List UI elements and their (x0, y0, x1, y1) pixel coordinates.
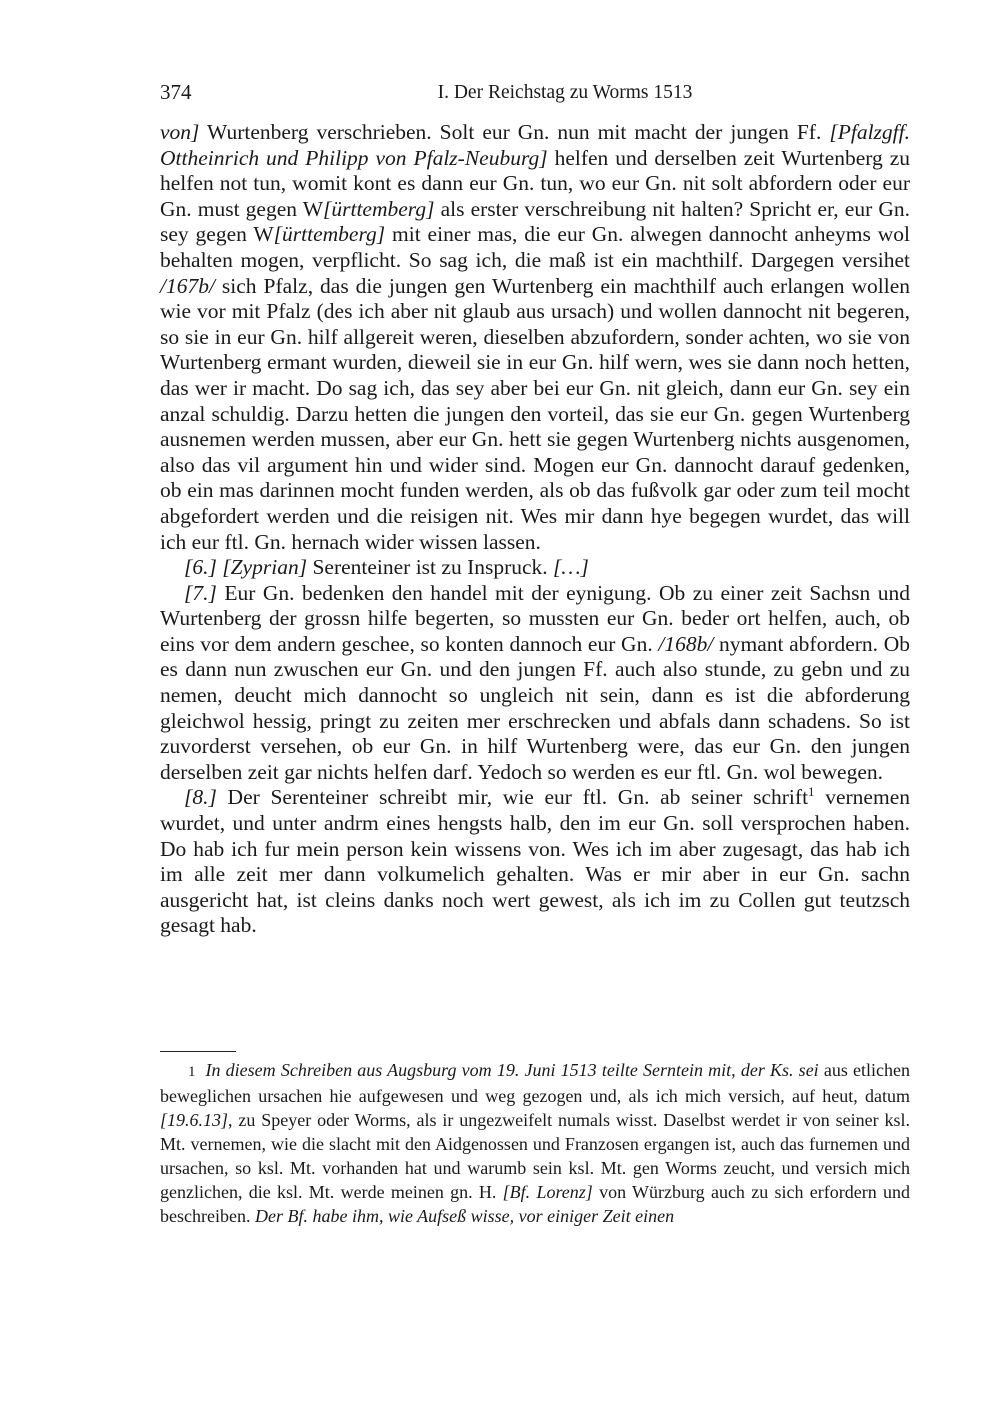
text-fragment: als erster verschreibung nit halten? Spricht er, eur Gn. sey gegen W (160, 196, 910, 247)
text-fragment: nymant abfordern. Ob es dann nun zwuschen eur Gn. und den jungen Ff. auch also stunde, zu gebn und zu nemen, deucht mich dannocht so ungleich nit sein, dann es ist die abforderung gleichwol hessig, pringt zu zeiten mer erschrecken und abfals dann schadens. So ist zuvorderst versehen, ob eur Gn. in hilf Wurtenberg were, das eur Gn. den jungen derselben zeit gar nichts helfen darf. Yedoch so werden es eur ftl. Gn. wol bewegen. (160, 631, 910, 784)
running-title: I. Der Reichstag zu Worms 1513 (437, 82, 693, 103)
footnote-reference[interactable]: 1 (808, 784, 815, 800)
main-text (160, 120, 910, 939)
text-fragment: Wurtenberg verschrieben. Solt eur Gn. nun mit macht der jungen Ff. (199, 120, 830, 144)
footnote-divider (160, 1051, 236, 1052)
page-header (160, 80, 910, 110)
text-fragment: aus etlichen beweglichen ursachen hie aufgewesen und weg gezogen und, als ich mich versich, auf heut, datum (160, 1060, 910, 1106)
italic-fragment: [Pfalzgff. Ottheinrich und Philipp von Pfalz-Neuburg] (160, 120, 910, 170)
footnote-text (160, 1058, 910, 1228)
text-fragment: , zu Speyer oder Worms, als ir ungezweifelt numals wisst. Daselbst werdet ir von seiner ksl. Mt. vernemen, wie die slacht mit den Aidgenossen und Franzosen ergangen ist, auch das furnemen und ursachen, so ksl. Mt. vorhanden hat und warumb sein ksl. Mt. gen Worms zeucht, und versich mich genzlichen, die ksl. Mt. werde meinen gn. H. (160, 1110, 910, 1202)
text-fragment: von Würzburg auch zu sich erfordern und beschreiben. (160, 1182, 910, 1226)
page-number: 374 (160, 80, 192, 104)
folio-marker: /167b/ (160, 273, 215, 298)
text-fragment: Serenteiner ist zu Inspruck. (307, 555, 554, 580)
section-number: [7.] (184, 580, 217, 605)
paragraph-8 (160, 785, 910, 939)
paragraph-5-continued (160, 120, 910, 555)
text-fragment: Der Serenteiner schreibt mir, wie eur ftl. Gn. ab seiner schrift (216, 785, 809, 810)
section-number: [6.] [Zyprian] (184, 555, 308, 580)
text-fragment: helfen und derselben zeit Wurtenberg zu helfen not tun, womit kont es dann eur Gn. tun, wo eur Gn. nit solt abfordern oder eur Gn. must gegen W (160, 145, 910, 221)
folio-marker: /168b/ (658, 631, 714, 656)
section-number: [8.] (184, 785, 217, 810)
footnote-marker: 1 (188, 1064, 196, 1080)
italic-fragment: [ürttemberg] (273, 222, 386, 247)
text-fragment: Eur Gn. bedenken den handel mit der eynigung. Ob zu einer zeit Sachsn und Wurtenberg der grossn hilfe begerten, so mussten eur Gn. beder ort helfen, auch, ob eins vor dem andern geschee, so konten dannoch eur Gn. (160, 580, 910, 656)
italic-fragment: [Bf. Lorenz] (502, 1182, 593, 1202)
omission-marker: […] (553, 555, 589, 580)
paragraph-7 (160, 581, 910, 786)
text-fragment: mit einer mas, die eur Gn. alwegen dannocht anheyms wol behalten mogen, verpflicht. So sag ich, die maß ist ein machthilf. Dargegen versihet (160, 222, 910, 272)
italic-fragment: [19.6.13] (160, 1110, 229, 1130)
italic-fragment: [ürttemberg] (323, 196, 435, 221)
italic-fragment: In diesem Schreiben aus Augsburg vom 19. Juni 1513 teilte Serntein mit, der Ks. sei (205, 1060, 819, 1080)
text-fragment: vernemen wurdet, und unter andrm eines hengsts halb, den im eur Gn. soll versprochen haben. Do hab ich fur mein person kein wissens von. Wes ich im aber zugesagt, das hab ich im alle zeit mer dann volkumelich gehalten. Was er mir aber in eur Gn. sachn ausgericht hat, ist cleins danks noch wert gewest, als ich im zu Collen gut teutzsch gesagt hab. (160, 785, 910, 938)
italic-fragment: Der Bf. habe ihm, wie Aufseß wisse, vor einiger Zeit einen (254, 1206, 675, 1226)
text-fragment: sich Pfalz, das die jungen gen Wurtenberg ein machthilf auch erlangen wollen wie vor mit Pfalz (des ich aber nit glaub aus ursach) und wollen dannocht nit begeren, so sie in eur Gn. hilf allgereit weren, dieselben abzufordern, sonder achten, wo sie von Wurtenberg ermant wurden, dieweil sie in eur Gn. hilf wern, wes sie dann noch hetten, das wer ir macht. Do sag ich, das sey aber bei eur Gn. nit gleich, dann eur Gn. sey ein anzal schuldig. Darzu hetten die jungen den vorteil, das sie eur Gn. gegen Wurtenberg ausnemen werden mussen, aber eur Gn. hett sie gegen Wurtenberg nichts ausgenomen, also das vil argument hin und wider sind. Mogen eur Gn. dannocht darauf gedenken, ob ein mas darinnen mocht funden werden, als ob das fußvolk gar oder zum teil mocht abgefordert werden und die reisigen nit. Wes mir dann hye begegen wurdet, das will ich eur ftl. Gn. hernach wider wissen lassen. (160, 273, 910, 554)
paragraph-6 (160, 555, 910, 581)
footnote-1 (160, 1058, 910, 1228)
italic-fragment: von] (160, 120, 200, 144)
